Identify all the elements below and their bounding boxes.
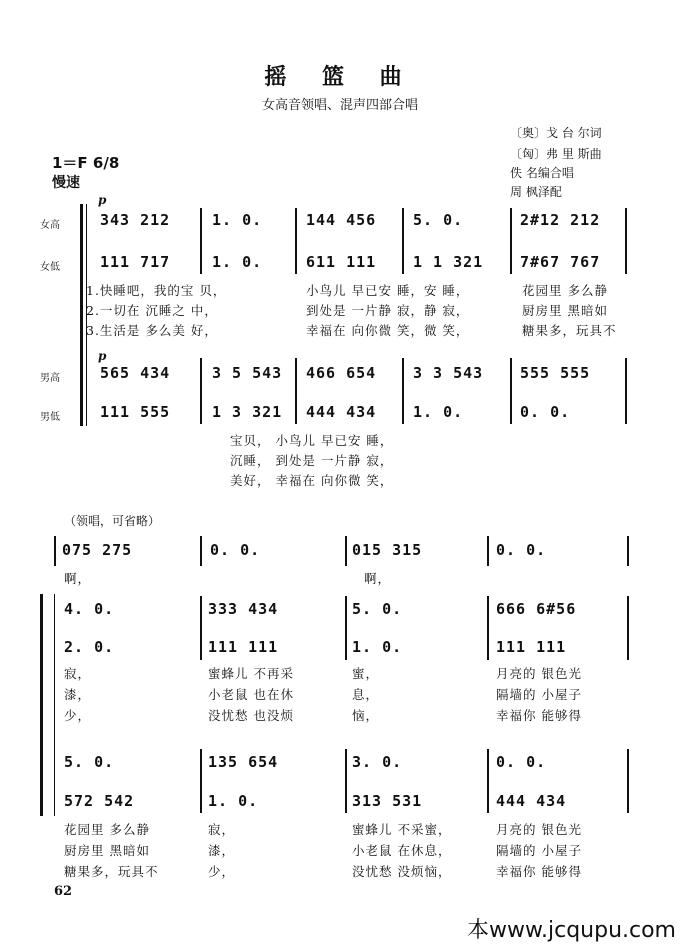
lyric-lower3: 糖果多，玩具不 xyxy=(64,864,159,879)
barline xyxy=(295,208,297,274)
tenor-measure: 3 3 543 xyxy=(413,364,484,382)
dynamic-mark: p xyxy=(98,349,107,363)
song-title: 摇 篮 曲 xyxy=(264,64,416,90)
tenor-measure: 135 654 xyxy=(208,753,279,771)
alto-measure: 111 111 xyxy=(208,638,279,656)
part-label-alto: 女低 xyxy=(40,262,60,273)
alto-measure: 1. 0. xyxy=(212,253,263,271)
lyric-verse3: 恼， xyxy=(352,708,380,723)
barline xyxy=(487,749,489,813)
lyric-verse1: 1.快睡吧，我的宝 贝， xyxy=(86,283,227,298)
lyric-verse2: 到处是 一片静 寂，静 寂， xyxy=(306,303,470,318)
lyric-verse1: 寂， xyxy=(64,666,92,681)
credit-arranger: 佚 名编合唱 xyxy=(510,166,574,180)
soprano-measure: 2#12 212 xyxy=(520,211,601,229)
bass-measure: 1. 0. xyxy=(208,792,259,810)
alto-measure: 111 717 xyxy=(100,253,171,271)
barline xyxy=(345,536,347,566)
soprano-measure: 144 456 xyxy=(306,211,377,229)
bass-measure: 0. 0. xyxy=(520,403,571,421)
lyric-verse2: 息， xyxy=(352,687,380,702)
solo-measure: 075 275 xyxy=(62,541,133,559)
lyric-lower2: 小老鼠 在休息， xyxy=(352,843,452,858)
solo-lyric: 啊， xyxy=(364,571,392,586)
lyric-verse3: 糖果多，玩具不 xyxy=(522,323,617,338)
barline xyxy=(487,536,489,566)
lyric-verse1: 蜜， xyxy=(352,666,380,681)
soprano-measure: 666 6#56 xyxy=(496,600,577,618)
system-bracket xyxy=(80,204,83,426)
solo-measure: 0. 0. xyxy=(210,541,261,559)
barline xyxy=(54,536,56,566)
tenor-measure: 0. 0. xyxy=(496,753,547,771)
lyric-verse1: 月亮的 银色光 xyxy=(496,666,582,681)
system-line xyxy=(54,594,55,816)
lyric-lower3: 没忧愁 没烦恼， xyxy=(352,864,452,879)
lyric-verse2: 小老鼠 也在休 xyxy=(208,687,294,702)
part-label-tenor: 男高 xyxy=(40,373,60,384)
barline xyxy=(200,208,202,274)
bass-measure: 572 542 xyxy=(64,792,135,810)
barline xyxy=(200,358,202,424)
soprano-measure: 5. 0. xyxy=(413,211,464,229)
barline xyxy=(625,208,627,274)
bass-measure: 111 555 xyxy=(100,403,171,421)
solo-measure: 0. 0. xyxy=(496,541,547,559)
solo-annotation: （领唱，可省略） xyxy=(64,514,161,528)
lyric-lower3: 美好， 幸福在 向你微 笑， xyxy=(230,473,394,488)
lyric-verse2: 隔墙的 小屋子 xyxy=(496,687,582,702)
barline xyxy=(345,596,347,660)
lyric-verse2: 厨房里 黑暗如 xyxy=(522,303,608,318)
part-label-soprano: 女高 xyxy=(40,220,60,231)
alto-measure: 2. 0. xyxy=(64,638,115,656)
barline xyxy=(200,536,202,566)
barline xyxy=(345,749,347,813)
lyric-lower2: 漆， xyxy=(208,843,236,858)
tenor-measure: 555 555 xyxy=(520,364,591,382)
barline xyxy=(627,749,629,813)
barline xyxy=(402,358,404,424)
page-number: 62 xyxy=(54,884,73,899)
barline xyxy=(402,208,404,274)
tenor-measure: 5. 0. xyxy=(64,753,115,771)
barline xyxy=(200,749,202,813)
credit-composer: 〔匈〕弗 里 斯曲 xyxy=(510,147,602,161)
barline xyxy=(627,596,629,660)
alto-measure: 1. 0. xyxy=(352,638,403,656)
bass-measure: 313 531 xyxy=(352,792,423,810)
barline xyxy=(295,358,297,424)
soprano-measure: 4. 0. xyxy=(64,600,115,618)
soprano-measure: 1. 0. xyxy=(212,211,263,229)
lyric-verse1: 蜜蜂儿 不再采 xyxy=(208,666,294,681)
lyric-lower1: 月亮的 银色光 xyxy=(496,822,582,837)
alto-measure: 1 1 321 xyxy=(413,253,484,271)
tenor-measure: 466 654 xyxy=(306,364,377,382)
tenor-measure: 3. 0. xyxy=(352,753,403,771)
lyric-verse3: 少， xyxy=(64,708,92,723)
solo-lyric: 啊， xyxy=(64,571,92,586)
lyric-verse3: 没忧愁 也没烦 xyxy=(208,708,294,723)
lyric-verse2: 2.一切在 沉睡之 中， xyxy=(86,303,218,318)
barline xyxy=(627,536,629,566)
lyric-verse2: 漆， xyxy=(64,687,92,702)
system-bracket xyxy=(40,594,43,816)
lyric-lower2: 厨房里 黑暗如 xyxy=(64,843,150,858)
barline xyxy=(625,358,627,424)
lyric-lower3: 少， xyxy=(208,864,236,879)
dynamic-mark: p xyxy=(98,193,107,207)
soprano-measure: 5. 0. xyxy=(352,600,403,618)
solo-measure: 015 315 xyxy=(352,541,423,559)
bass-measure: 444 434 xyxy=(496,792,567,810)
lyric-verse1: 小鸟儿 早已安 睡，安 睡， xyxy=(306,283,470,298)
lyric-lower1: 寂， xyxy=(208,822,236,837)
alto-measure: 611 111 xyxy=(306,253,377,271)
soprano-measure: 333 434 xyxy=(208,600,279,618)
song-subtitle: 女高音领唱、混声四部合唱 xyxy=(261,98,418,113)
lyric-verse1: 花园里 多么静 xyxy=(522,283,608,298)
lyric-lower3: 幸福你 能够得 xyxy=(496,864,582,879)
site-watermark: 本www.jcqupu.com xyxy=(467,918,676,943)
key-signature: 1＝F 6/8 xyxy=(52,154,120,172)
bass-measure: 1. 0. xyxy=(413,403,464,421)
lyric-verse3: 幸福你 能够得 xyxy=(496,708,582,723)
credit-lyricist: 〔奥〕戈 台 尔词 xyxy=(510,126,602,140)
credit-translator: 周 枫泽配 xyxy=(510,185,562,199)
lyric-verse3: 幸福在 向你微 笑，微 笑， xyxy=(306,323,470,338)
lyric-lower1: 花园里 多么静 xyxy=(64,822,150,837)
barline xyxy=(510,208,512,274)
lyric-lower1: 宝贝， 小鸟儿 早已安 睡， xyxy=(230,433,394,448)
alto-measure: 111 111 xyxy=(496,638,567,656)
barline xyxy=(200,596,202,660)
lyric-lower2: 沉睡， 到处是 一片静 寂， xyxy=(230,453,394,468)
bass-measure: 444 434 xyxy=(306,403,377,421)
lyric-lower1: 蜜蜂儿 不采蜜， xyxy=(352,822,452,837)
soprano-measure: 343 212 xyxy=(100,211,171,229)
barline xyxy=(510,358,512,424)
tenor-measure: 3 5 543 xyxy=(212,364,283,382)
lyric-verse3: 3.生活是 多么美 好， xyxy=(86,323,218,338)
lyric-lower2: 隔墙的 小屋子 xyxy=(496,843,582,858)
tenor-measure: 565 434 xyxy=(100,364,171,382)
barline xyxy=(487,596,489,660)
alto-measure: 7#67 767 xyxy=(520,253,601,271)
bass-measure: 1 3 321 xyxy=(212,403,283,421)
part-label-bass: 男低 xyxy=(40,412,60,423)
tempo-marking: 慢速 xyxy=(52,175,80,191)
